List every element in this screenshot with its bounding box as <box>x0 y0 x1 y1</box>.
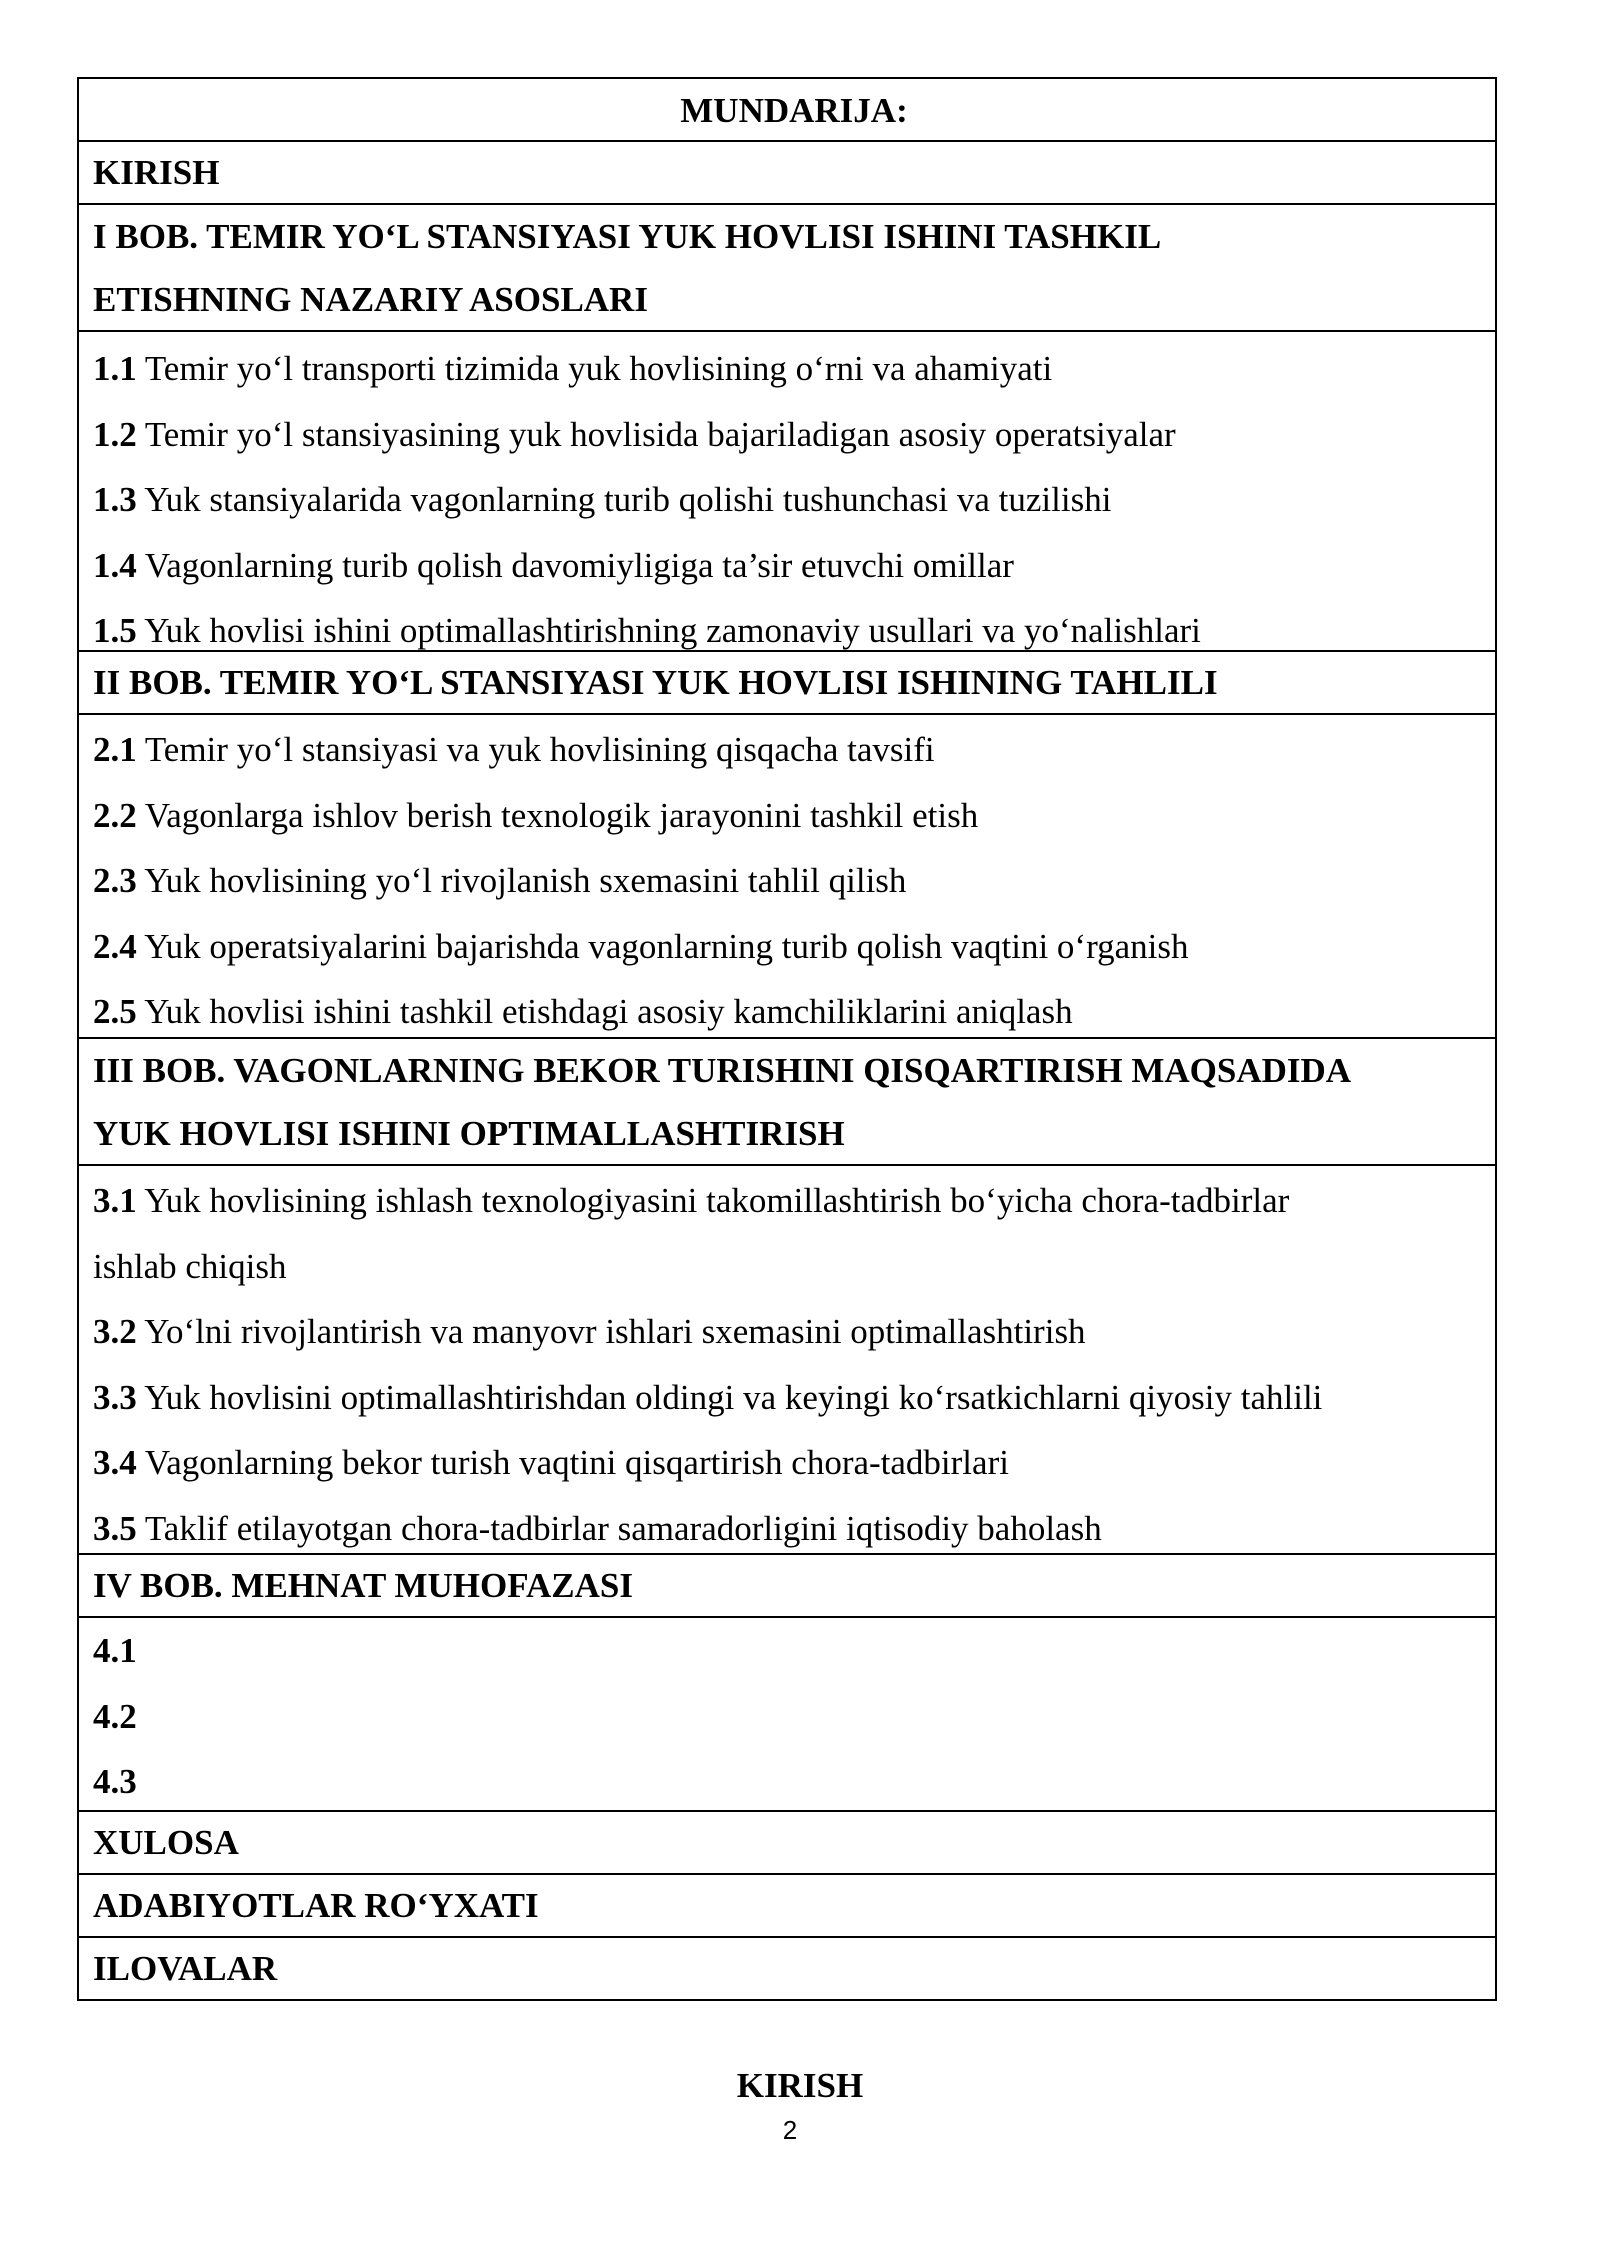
section-title: Yuk stansiyalarida vagonlarning turib qolishi tushunchasi va tuzilishi <box>136 480 1112 519</box>
toc-entry-3-1 <box>79 1168 1495 1234</box>
toc-title: MUNDARIJA: <box>680 91 908 130</box>
section-number: 1.4 <box>93 545 137 585</box>
chapter-1-heading <box>79 203 1495 330</box>
toc-title-row <box>79 79 1495 140</box>
section-title: Yuk operatsiyalarini bajarishda vagonlarning turib qolish vaqtini o‘rganish <box>136 926 1189 966</box>
section-number: 2.2 <box>93 795 137 835</box>
chapter-1-title-line: I BOB. TEMIR YO‘L STANSIYASI YUK HOVLISI ISHINI TASHKIL <box>93 217 1162 256</box>
section-title: Yuk hovlisi ishini tashkil etishdagi asosiy kamchiliklarini aniqlash <box>136 992 1073 1031</box>
section-title: Vagonlarga ishlov berish texnologik jarayonini tashkil etish <box>136 795 979 835</box>
toc-entry-2-4 <box>79 914 1495 980</box>
toc-entry-3-5 <box>79 1496 1495 1562</box>
section-number: 1.1 <box>93 349 137 388</box>
section-title: Yo‘lni rivojlantirish va manyovr ishlari sxemasini optimallashtirish <box>136 1312 1086 1351</box>
toc-conclusion-row <box>79 1810 1495 1873</box>
section-number: 2.1 <box>93 730 137 769</box>
chapter-3-sections <box>79 1164 1495 1553</box>
toc-entry-1-3 <box>79 467 1495 533</box>
section-number: 3.1 <box>93 1181 137 1220</box>
toc-references-row <box>79 1873 1495 1936</box>
section-number: 1.5 <box>93 611 137 650</box>
toc-entry-1-2 <box>79 402 1495 468</box>
toc-appendices: ILOVALAR <box>93 1949 278 1988</box>
toc-entry-3-3 <box>79 1365 1495 1431</box>
chapter-2-title-line: II BOB. TEMIR YO‘L STANSIYASI YUK HOVLISI ISHINING TAHLILI <box>93 663 1218 702</box>
toc-conclusion: XULOSA <box>93 1823 239 1862</box>
section-title: Temir yo‘l stansiyasining yuk hovlisida bajariladigan asosiy operatsiyalar <box>136 414 1176 454</box>
page-number: 2 <box>782 2115 798 2145</box>
section-heading-intro: KIRISH <box>736 2066 864 2105</box>
toc-entry-4-3: 4.3 <box>93 1762 137 1801</box>
toc-entry-4-1: 4.1 <box>93 1631 137 1670</box>
section-title: Yuk hovlisini optimallashtirishdan oldingi va keyingi ko‘rsatkichlarni qiyosiy tahlili <box>136 1377 1323 1417</box>
section-title: Taklif etilayotgan chora-tadbirlar samaradorligini iqtisodiy baholash <box>136 1508 1102 1548</box>
table-of-contents <box>77 77 1497 2001</box>
section-number: 1.3 <box>93 480 137 519</box>
chapter-4-sections <box>79 1616 1495 1810</box>
chapter-4-title-line: IV BOB. MEHNAT MUHOFAZASI <box>93 1566 633 1605</box>
toc-entry-3-1-continued: ishlab chiqish <box>93 1246 287 1286</box>
toc-entry-2-3 <box>79 848 1495 914</box>
toc-appendices-row <box>79 1936 1495 1999</box>
toc-entry-1-1 <box>79 336 1495 402</box>
section-number: 2.3 <box>93 861 137 900</box>
chapter-3-heading <box>79 1037 1495 1164</box>
section-number: 3.5 <box>93 1508 137 1548</box>
toc-intro: KIRISH <box>93 153 220 192</box>
chapter-2-sections <box>79 713 1495 1037</box>
section-title: Temir yo‘l transporti tizimida yuk hovlisining o‘rni va ahamiyati <box>136 349 1053 388</box>
section-number: 3.3 <box>93 1377 137 1417</box>
toc-entry-1-4 <box>79 533 1495 599</box>
section-title: Yuk hovlisi ishini optimallashtirishning zamonaviy usullari va yo‘nalishlari <box>136 611 1201 650</box>
toc-entry-2-2 <box>79 783 1495 849</box>
toc-entry-2-5 <box>79 979 1495 1045</box>
section-number: 3.4 <box>93 1443 137 1482</box>
toc-entry-3-4 <box>79 1430 1495 1496</box>
chapter-3-title-line: III BOB. VAGONLARNING BEKOR TURISHINI QISQARTIRISH MAQSADIDA <box>93 1051 1352 1090</box>
section-title: Temir yo‘l stansiyasi va yuk hovlisining qisqacha tavsifi <box>136 730 935 769</box>
section-title: Yuk hovlisining ishlash texnologiyasini takomillashtirish bo‘yicha chora-tadbirlar <box>136 1181 1290 1220</box>
section-number: 1.2 <box>93 414 137 454</box>
section-number: 3.2 <box>93 1312 137 1351</box>
section-number: 2.5 <box>93 992 137 1031</box>
toc-entry-2-1 <box>79 717 1495 783</box>
toc-references: ADABIYOTLAR RO‘YXATI <box>93 1886 539 1925</box>
chapter-4-heading <box>79 1553 1495 1616</box>
chapter-1-title-line: ETISHNING NAZARIY ASOSLARI <box>93 280 648 319</box>
section-number: 2.4 <box>93 926 137 966</box>
section-title: Yuk hovlisining yo‘l rivojlanish sxemasini tahlil qilish <box>136 861 907 900</box>
toc-entry-3-2 <box>79 1299 1495 1365</box>
chapter-1-sections <box>79 330 1495 650</box>
chapter-2-heading <box>79 650 1495 713</box>
toc-entry-4-2: 4.2 <box>93 1696 137 1736</box>
section-title: Vagonlarning turib qolish davomiyligiga ta’sir etuvchi omillar <box>136 545 1014 585</box>
chapter-3-title-line: YUK HOVLISI ISHINI OPTIMALLASHTIRISH <box>93 1114 845 1153</box>
toc-intro-row <box>79 140 1495 203</box>
section-title: Vagonlarning bekor turish vaqtini qisqartirish chora-tadbirlari <box>136 1443 1009 1482</box>
